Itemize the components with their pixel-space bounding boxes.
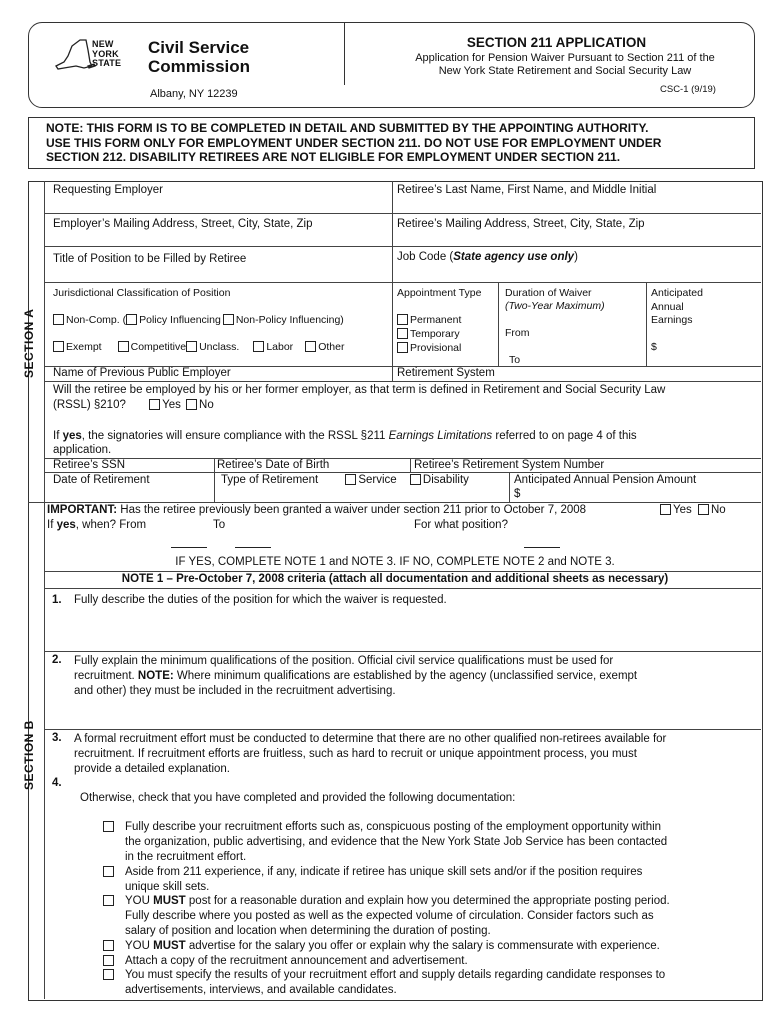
logo-state-text <box>92 40 121 69</box>
provisional-checkbox[interactable] <box>397 342 408 353</box>
new-york-state-map-icon <box>52 36 96 76</box>
unclass-checkbox[interactable] <box>186 341 197 352</box>
check3-bold: MUST <box>153 895 186 907</box>
former-employer-rssl: (RSSL) §210? <box>53 399 126 411</box>
item1-text: Fully describe the duties of the position for which the waiver is requested. <box>74 594 447 606</box>
row-line <box>44 472 761 473</box>
disability-checkbox[interactable] <box>410 474 421 485</box>
underline-mark <box>524 547 560 548</box>
item3-text <box>74 732 666 777</box>
item3-line3: provide a detailed explanation. <box>74 763 231 775</box>
checklist-item-3 <box>103 894 670 939</box>
if-yes-end: referred to on page 4 of this <box>492 430 637 442</box>
retiree-name-field[interactable]: Retiree’s Last Name, First Name, and Middle Initial <box>397 184 657 196</box>
col-line <box>392 181 393 381</box>
note-instruction: IF YES, COMPLETE NOTE 1 and NOTE 3. IF NO, COMPLETE NOTE 2 and NOTE 3. <box>175 556 615 568</box>
item4-intro: Otherwise, check that you have completed and provided the following documentation: <box>80 792 516 804</box>
anticipated-line3: Earnings <box>651 314 693 326</box>
form-subtitle-line2: New York State Retirement and Social Security Law <box>438 65 692 77</box>
logo-org-name <box>148 38 250 76</box>
logo-org-line1: Civil Service <box>148 38 250 57</box>
prior-waiver-from-field[interactable]: , when? From <box>75 519 147 531</box>
anticipated-line1: Anticipated <box>651 287 703 299</box>
check1-line2: the organization, public advertising, and evidence that the New York State Job Service has been contacted <box>125 836 668 848</box>
anticipated-line2: Annual <box>651 300 684 313</box>
if-yes-pre: If <box>53 430 63 442</box>
noncomp-checkbox[interactable] <box>53 314 64 325</box>
item3-line1: A formal recruitment effort must be conducted to determine that there are no other qualified non-retirees available for <box>74 733 667 745</box>
logo-line-new: NEW <box>92 39 114 49</box>
jurisdictional-label: Jurisdictional Classification of Position <box>53 287 231 299</box>
prior-waiver-position-field[interactable]: For what position? <box>414 519 508 531</box>
important-text: Has the retiree previously been granted a waiver under section 211 prior to October 7, 2008 <box>117 504 587 516</box>
previous-employer-field[interactable]: Name of Previous Public Employer <box>53 367 231 379</box>
item2-line1: Fully explain the minimum qualifications of the position. Official civil service qualifications must be used for <box>74 655 614 667</box>
policy-influencing-label: Policy Influencing <box>139 314 221 326</box>
if-yes-italic: Earnings Limitations <box>388 430 493 442</box>
retiree-address-field[interactable]: Retiree’s Mailing Address, Street, City, State, Zip <box>397 218 645 230</box>
former-employer-yes-checkbox[interactable] <box>149 399 160 410</box>
disability-label: Disability <box>422 474 469 486</box>
temporary-checkbox[interactable] <box>397 328 408 339</box>
pension-amount-label: Anticipated Annual Pension Amount <box>514 474 697 486</box>
check3-pre: YOU <box>125 895 154 907</box>
exempt-label: Exempt <box>66 341 102 353</box>
checklist-item-1 <box>103 820 667 865</box>
check2-line2: unique skill sets. <box>125 881 210 893</box>
if-yes-compliance-line2: application. <box>53 444 112 456</box>
item2-line2c: Where minimum qualifications are established by the agency (unclassified service, exempt <box>173 670 638 682</box>
row-line <box>44 458 761 459</box>
checklist-item-6 <box>103 968 665 998</box>
competitive-label: Competitive <box>130 341 187 353</box>
checklist-item-5 <box>103 954 468 969</box>
checklist-1-checkbox[interactable] <box>103 821 114 832</box>
pension-amount-field[interactable]: $ <box>514 488 521 500</box>
unclass-label: Unclass. <box>199 341 240 353</box>
underline-mark <box>171 547 207 548</box>
prior-waiver-no-label: No <box>710 504 726 516</box>
note-line3: SECTION 212. DISABILITY RETIREES ARE NOT ELIGIBLE FOR EMPLOYMENT UNDER SECTION 211. <box>46 150 621 164</box>
service-checkbox[interactable] <box>345 474 356 485</box>
checklist-item-4 <box>103 939 660 954</box>
form-title: SECTION 211 APPLICATION <box>466 35 647 50</box>
job-code-note: State agency use only <box>453 251 575 263</box>
anticipated-earnings-label <box>651 287 703 328</box>
permanent-checkbox[interactable] <box>397 314 408 325</box>
prior-waiver-question <box>47 504 586 516</box>
competitive-checkbox[interactable] <box>118 341 129 352</box>
duration-label: Duration of Waiver <box>505 287 592 299</box>
item3-number: 3. <box>52 732 62 744</box>
requesting-employer-field[interactable]: Requesting Employer <box>53 184 163 196</box>
form-note <box>46 121 746 165</box>
if-yes-when-pre: If <box>47 519 57 531</box>
job-code-field[interactable] <box>397 251 578 263</box>
noncomp-label: Non-Comp. ( <box>66 314 127 326</box>
check1-line3: in the recruitment effort. <box>125 851 247 863</box>
item2-number: 2. <box>52 654 62 666</box>
check2-line1: Aside from 211 experience, if any, indicate if retiree has unique skill sets and/or if the position requires <box>125 866 643 878</box>
check6-line2: advertisements, interviews, and available candidates. <box>125 984 397 996</box>
item2-note-label: NOTE: <box>137 670 174 682</box>
underline-mark <box>235 547 271 548</box>
prior-waiver-yes-label: Yes <box>673 504 692 516</box>
col-line <box>646 282 647 366</box>
duration-note: (Two-Year Maximum) <box>505 300 605 312</box>
form-subtitle-line1: Application for Pension Waiver Pursuant to Section 211 of the <box>415 52 715 64</box>
retirement-system-field[interactable]: Retirement System <box>397 367 495 379</box>
logo-line-state: STATE <box>92 58 122 68</box>
former-employer-no-checkbox[interactable] <box>186 399 197 410</box>
check4-bold: MUST <box>153 940 186 952</box>
jurisdiction-row-1 <box>53 314 344 326</box>
check6-line1: You must specify the results of your recruitment effort and supply details regarding candidate responses to <box>125 969 666 981</box>
temporary-label: Temporary <box>410 328 460 340</box>
earnings-field[interactable]: $ <box>651 341 657 353</box>
checklist-5-checkbox[interactable] <box>103 955 114 966</box>
col-line <box>498 282 499 366</box>
type-retirement-label: Type of Retirement <box>221 474 319 486</box>
exempt-checkbox[interactable] <box>53 341 64 352</box>
item2-line3: and other) they must be included in the recruitment advertising. <box>74 685 396 697</box>
col-line <box>509 472 510 502</box>
note1-title: NOTE 1 – Pre-October 7, 2008 criteria (attach all documentation and additional sheets as necessary) <box>121 573 669 585</box>
form-subtitle <box>395 52 735 78</box>
prior-waiver-to-field[interactable]: To <box>213 519 226 531</box>
if-yes-compliance-text <box>53 430 637 442</box>
other-checkbox[interactable] <box>305 341 316 352</box>
note-line2: USE THIS FORM ONLY FOR EMPLOYMENT UNDER SECTION 211. DO NOT USE FOR EMPLOYMENT UNDER <box>46 135 662 150</box>
prior-waiver-no-checkbox[interactable] <box>698 504 709 515</box>
provisional-label: Provisional <box>410 342 462 354</box>
appointment-type-label: Appointment Type <box>397 287 482 299</box>
job-code-close: ) <box>574 251 578 263</box>
employer-address-field[interactable]: Employer’s Mailing Address, Street, City, State, Zip <box>53 218 313 230</box>
row-line <box>44 588 761 589</box>
check4-pre: YOU <box>125 940 154 952</box>
item4-number: 4. <box>52 777 62 789</box>
if-yes-mid: , the signatories will ensure compliance with the RSSL §211 <box>81 430 389 442</box>
check1-line1: Fully describe your recruitment efforts such as, conspicuous posting of the employment opportunity within <box>125 821 662 833</box>
duration-to-field[interactable]: To <box>509 354 521 366</box>
item2-line2a: recruitment. <box>74 670 138 682</box>
if-yes-bold: yes <box>62 430 82 442</box>
important-label: IMPORTANT: <box>47 504 118 516</box>
former-employer-question-line2 <box>53 399 214 411</box>
prior-waiver-yes-checkbox[interactable] <box>660 504 671 515</box>
header-divider <box>344 23 345 85</box>
appointment-type-options <box>397 313 461 355</box>
former-employer-question-line1: Will the retiree be employed by his or her former employer, as that term is defined in Retirement and Social Security Law <box>53 384 666 396</box>
section-a-label: SECTION A <box>22 308 36 378</box>
item3-line2: recruitment. If recruitment efforts are fruitless, such as hard to recruit or unique appointment process, you must <box>74 748 637 760</box>
job-code-label: Job Code ( <box>397 251 454 263</box>
checklist-4-checkbox[interactable] <box>103 940 114 951</box>
section-label-column-divider <box>44 181 45 999</box>
nonpolicy-influencing-checkbox[interactable] <box>223 314 234 325</box>
other-label: Other <box>318 341 345 353</box>
check5-text: Attach a copy of the recruitment announcement and advertisement. <box>125 955 468 967</box>
type-retirement-group <box>221 474 469 486</box>
checklist-6-checkbox[interactable] <box>103 969 114 980</box>
service-label: Service <box>358 474 397 486</box>
position-title-field[interactable]: Title of Position to be Filled by Retiree <box>53 253 247 265</box>
checklist-3-checkbox[interactable] <box>103 895 114 906</box>
row-line <box>44 729 761 730</box>
former-employer-yes-label: Yes <box>162 399 181 411</box>
if-yes-when-bold: yes <box>56 519 76 531</box>
checklist-2-checkbox[interactable] <box>103 866 114 877</box>
check4-text: advertise for the salary you offer or explain why the salary is commensurate with experience. <box>185 940 660 952</box>
section-a-bottom-line <box>28 502 761 503</box>
prior-waiver-when <box>47 519 146 531</box>
row-line <box>44 381 761 382</box>
row-line <box>44 213 761 214</box>
nonpolicy-influencing-label: Non-Policy Influencing) <box>235 314 344 326</box>
former-employer-no-label: No <box>199 399 214 411</box>
logo-org-line2: Commission <box>148 57 251 76</box>
check3-line2: Fully describe where you posted as well as the expected volume of circulation. Consider factors such as <box>125 910 654 922</box>
duration-from-field[interactable]: From <box>505 327 530 339</box>
row-line <box>44 571 761 572</box>
prior-waiver-options <box>660 504 726 516</box>
policy-influencing-checkbox[interactable] <box>126 314 137 325</box>
dob-field[interactable]: Retiree’s Date of Birth <box>217 459 330 471</box>
check3-line3: salary of position and location when determining the duration of posting. <box>125 925 491 937</box>
row-line <box>44 282 761 283</box>
logo-line-york: YORK <box>92 48 119 59</box>
permanent-label: Permanent <box>410 314 462 326</box>
col-line <box>214 458 215 502</box>
org-address: Albany, NY 12239 <box>150 88 238 100</box>
checklist-item-2 <box>103 865 642 895</box>
note-line1: NOTE: THIS FORM IS TO BE COMPLETED IN DETAIL AND SUBMITTED BY THE APPOINTING AUTHORITY. <box>46 121 649 135</box>
ssn-field[interactable]: Retiree’s SSN <box>53 459 126 471</box>
item1-number: 1. <box>52 594 62 606</box>
item2-text <box>74 654 637 699</box>
jurisdiction-row-2 <box>53 341 344 353</box>
col-line <box>410 458 411 472</box>
labor-label: Labor <box>266 341 294 353</box>
labor-checkbox[interactable] <box>253 341 264 352</box>
row-line <box>44 651 761 652</box>
check3-line1: post for a reasonable duration and explain how you determined the appropriate posting period. <box>185 895 670 907</box>
date-retirement-field[interactable]: Date of Retirement <box>53 474 150 486</box>
section-b-label: SECTION B <box>22 720 36 790</box>
row-line <box>44 246 761 247</box>
rs-number-field[interactable]: Retiree’s Retirement System Number <box>414 459 605 471</box>
form-code: CSC-1 (9/19) <box>660 84 716 95</box>
